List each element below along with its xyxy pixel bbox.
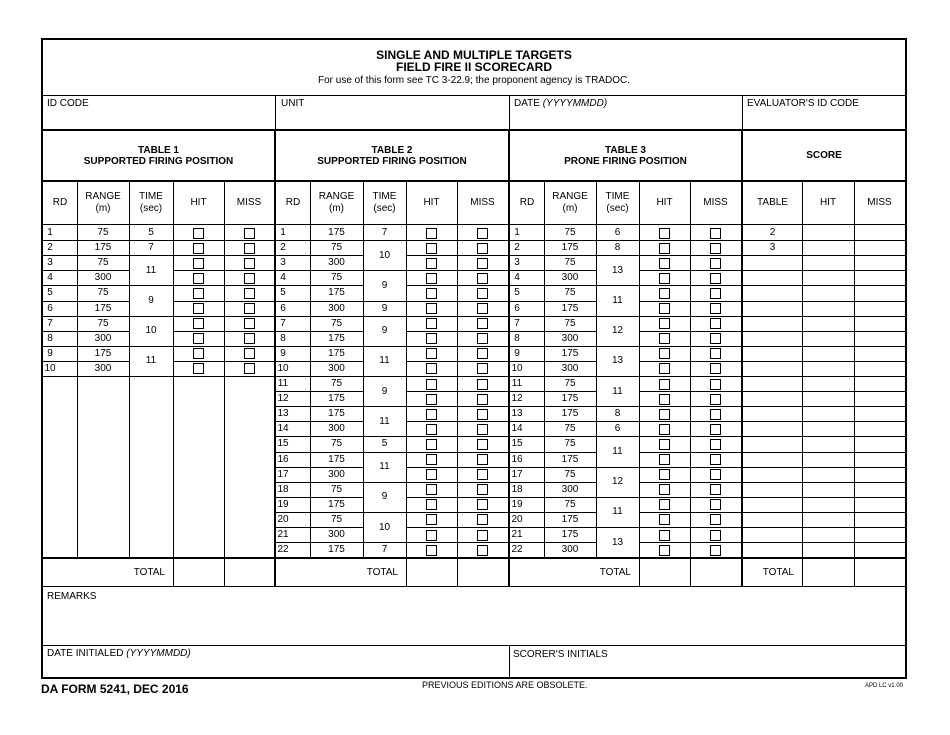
miss-checkbox[interactable] [710, 303, 721, 314]
hit-checkbox[interactable] [426, 333, 437, 344]
table3-range: 175 [561, 453, 579, 465]
table2-range: 75 [330, 438, 343, 450]
miss-checkbox[interactable] [710, 333, 721, 344]
hit-checkbox[interactable] [426, 243, 437, 254]
miss-checkbox[interactable] [477, 228, 488, 239]
form-instruction: For use of this form see TC 3-22.9; the proponent agency is TRADOC. [318, 75, 630, 86]
hit-checkbox[interactable] [426, 424, 437, 435]
hit-checkbox[interactable] [426, 363, 437, 374]
hit-checkbox[interactable] [659, 514, 670, 525]
hit-checkbox[interactable] [193, 348, 204, 359]
score-grid [43, 225, 905, 558]
table2-range: 175 [328, 332, 345, 344]
miss-checkbox[interactable] [710, 469, 721, 480]
miss-checkbox[interactable] [710, 273, 721, 284]
date-field[interactable]: DATE (YYYYMMDD) [514, 98, 608, 109]
table2-rd: 21 [277, 529, 289, 540]
hit-checkbox[interactable] [193, 243, 204, 254]
table2-rd: 20 [277, 513, 289, 525]
hit-checkbox[interactable] [426, 514, 437, 525]
hit-checkbox[interactable] [659, 409, 670, 420]
hit-checkbox[interactable] [426, 303, 437, 314]
table3-range: 300 [561, 272, 579, 284]
miss-checkbox[interactable] [710, 228, 721, 239]
table2-range: 175 [328, 347, 345, 359]
table2-range: 175 [328, 287, 345, 299]
id-code-field[interactable]: ID CODE [47, 98, 89, 109]
table3-rd: 1 [514, 227, 520, 238]
form-title: SINGLE AND MULTIPLE TARGETS [376, 48, 572, 62]
hit-checkbox[interactable] [193, 288, 204, 299]
table2-time: 5 [381, 438, 388, 450]
hit-checkbox[interactable] [426, 318, 437, 329]
table2-time: 9 [381, 491, 388, 503]
table3-time: 13 [611, 355, 624, 367]
hit-checkbox[interactable] [193, 273, 204, 284]
table3-range: 75 [564, 317, 576, 329]
table1-time: 7 [148, 242, 154, 254]
total-label: TOTAL [366, 567, 398, 578]
table3-rd: 11 [511, 378, 523, 389]
date-initialed-field[interactable]: DATE INITIALED (YYYYMMDD) [47, 648, 191, 659]
table2-col-hit: HIT [423, 197, 440, 208]
table1-time: 11 [145, 355, 157, 367]
table3-range: 175 [561, 242, 579, 254]
table3-time: 8 [614, 408, 621, 420]
table1-rd: 5 [47, 287, 53, 299]
table2-range: 175 [328, 408, 345, 420]
table3-range: 75 [564, 468, 576, 480]
miss-checkbox[interactable] [477, 288, 488, 299]
table1-time: 10 [145, 325, 157, 337]
table2-range: 75 [330, 378, 343, 389]
table2-range: 75 [330, 513, 343, 525]
miss-checkbox[interactable] [477, 469, 488, 480]
hit-checkbox[interactable] [426, 545, 437, 556]
table2-time: 11 [379, 461, 390, 473]
hit-checkbox[interactable] [193, 363, 204, 374]
hit-checkbox[interactable] [426, 394, 437, 405]
table3-time: 11 [612, 506, 623, 518]
table3-col-rd: RD [519, 197, 535, 208]
miss-checkbox[interactable] [477, 303, 488, 314]
hit-checkbox[interactable] [426, 273, 437, 284]
miss-checkbox[interactable] [710, 514, 721, 525]
total-label: TOTAL [762, 567, 794, 578]
table3-rd: 2 [514, 242, 520, 254]
table2-rd: 3 [280, 257, 286, 269]
table2-time: 10 [378, 249, 391, 261]
version-label: APD LC v1.00 [864, 683, 903, 689]
table1-rd: 3 [47, 257, 53, 269]
table3-rd: 5 [514, 287, 520, 299]
table3-range: 175 [561, 393, 579, 405]
table3-rd: 7 [514, 317, 520, 329]
table3-time: 6 [614, 227, 621, 239]
score-table-number: 3 [769, 242, 776, 254]
miss-checkbox[interactable] [710, 530, 721, 541]
miss-checkbox[interactable] [477, 530, 488, 541]
hit-checkbox[interactable] [659, 545, 670, 556]
table1-rd: 10 [44, 362, 56, 374]
table2-range: 300 [328, 257, 345, 269]
table2-rd: 13 [277, 408, 289, 420]
hit-checkbox[interactable] [659, 394, 670, 405]
miss-checkbox[interactable] [710, 348, 721, 359]
hit-checkbox[interactable] [659, 318, 670, 329]
miss-checkbox[interactable] [710, 439, 721, 450]
table2-time: 9 [381, 325, 388, 337]
table2-rd: 15 [277, 438, 289, 450]
miss-checkbox[interactable] [477, 484, 488, 495]
hit-checkbox[interactable] [426, 379, 437, 390]
miss-checkbox[interactable] [710, 545, 721, 556]
miss-checkbox[interactable] [710, 454, 721, 465]
miss-checkbox[interactable] [710, 258, 721, 269]
miss-checkbox[interactable] [244, 243, 255, 254]
hit-checkbox[interactable] [659, 273, 670, 284]
score-header: SCORE [806, 150, 842, 161]
hit-checkbox[interactable] [426, 530, 437, 541]
table3-rd: 10 [511, 362, 523, 374]
miss-checkbox[interactable] [244, 273, 255, 284]
table1-range: 75 [97, 287, 109, 299]
table3-range: 175 [561, 347, 579, 359]
table3-col-miss: MISS [703, 197, 728, 208]
table1-col-hit: HIT [190, 197, 207, 208]
table2-time: 10 [378, 521, 391, 533]
evaluator-id-field[interactable]: EVALUATOR'S ID CODE [747, 98, 859, 109]
table2-range: 75 [330, 483, 343, 495]
miss-checkbox[interactable] [477, 363, 488, 374]
score-col-hit: HIT [819, 197, 837, 208]
table3-range: 300 [561, 362, 579, 374]
table3-rd: 14 [511, 423, 523, 435]
table1-range: 75 [97, 257, 109, 269]
hit-checkbox[interactable] [659, 243, 670, 254]
table2-rd: 10 [277, 362, 289, 374]
table2-range: 175 [328, 453, 345, 465]
table3-range: 75 [564, 378, 576, 389]
table3-time: 11 [612, 295, 623, 306]
table3-rd: 21 [511, 529, 523, 540]
table3-rd: 22 [511, 544, 523, 556]
hit-checkbox[interactable] [659, 454, 670, 465]
table3-rd: 12 [511, 393, 523, 405]
table3-rd: 19 [511, 498, 523, 510]
table1-col-miss: MISS [236, 197, 262, 208]
form-footer [41, 680, 907, 700]
table3-time: 12 [611, 476, 624, 488]
table2-col-range: RANGE (m) [318, 191, 355, 214]
hit-checkbox[interactable] [659, 348, 670, 359]
hit-checkbox[interactable] [426, 258, 437, 269]
hit-checkbox[interactable] [193, 333, 204, 344]
miss-checkbox[interactable] [710, 409, 721, 420]
table3-range: 300 [561, 544, 579, 556]
hit-checkbox[interactable] [426, 439, 437, 450]
table2-range: 175 [328, 393, 345, 405]
table1-rd: 6 [47, 302, 53, 314]
table2-rd: 2 [280, 242, 286, 254]
table2-range: 300 [328, 468, 345, 480]
table2-range: 175 [328, 544, 345, 556]
miss-checkbox[interactable] [477, 514, 488, 525]
table2-range: 175 [328, 227, 345, 238]
table2-range: 75 [330, 317, 343, 329]
table1-range: 175 [94, 242, 112, 254]
table3-header: TABLE 3 PRONE FIRING POSITION [564, 144, 687, 167]
hit-checkbox[interactable] [659, 484, 670, 495]
table2-rd: 6 [280, 302, 286, 314]
table3-time: 6 [614, 423, 621, 435]
miss-checkbox[interactable] [710, 363, 721, 374]
table2-time: 11 [379, 415, 390, 427]
table2-rd: 14 [277, 423, 289, 435]
miss-checkbox[interactable] [244, 228, 255, 239]
table2-rd: 18 [277, 483, 289, 495]
table1-range: 175 [94, 302, 112, 314]
table2-rd: 5 [280, 287, 286, 299]
table2-time: 9 [381, 279, 388, 291]
hit-checkbox[interactable] [659, 530, 670, 541]
table3-rd: 13 [511, 408, 523, 420]
hit-checkbox[interactable] [426, 348, 437, 359]
hit-checkbox[interactable] [426, 469, 437, 480]
form-subtitle: FIELD FIRE II SCORECARD [395, 60, 552, 74]
miss-checkbox[interactable] [710, 499, 721, 510]
table3-range: 300 [561, 483, 579, 495]
hit-checkbox[interactable] [193, 228, 204, 239]
form-header [43, 40, 905, 95]
score-col-miss: MISS [867, 197, 892, 208]
table1-range: 300 [94, 362, 112, 374]
table2-rd: 4 [280, 272, 286, 284]
miss-checkbox[interactable] [477, 409, 488, 420]
miss-checkbox[interactable] [244, 258, 255, 269]
table1-time: 5 [148, 227, 154, 239]
table3-rd: 3 [514, 257, 520, 269]
table2-rd: 11 [277, 378, 289, 389]
table3-range: 175 [561, 513, 579, 525]
table3-time: 11 [612, 385, 623, 397]
table3-time: 8 [614, 242, 621, 254]
table3-rd: 16 [511, 453, 523, 465]
miss-checkbox[interactable] [477, 273, 488, 284]
table2-time: 9 [381, 302, 388, 314]
miss-checkbox[interactable] [710, 243, 721, 254]
table3-rd: 9 [514, 347, 520, 359]
table2-range: 75 [330, 272, 343, 284]
hit-checkbox[interactable] [426, 454, 437, 465]
table2-time: 7 [381, 227, 388, 239]
miss-checkbox[interactable] [477, 545, 488, 556]
table2-rd: 7 [280, 317, 286, 329]
table2-range: 300 [328, 362, 345, 374]
miss-checkbox[interactable] [477, 439, 488, 450]
miss-checkbox[interactable] [710, 379, 721, 390]
table3-time: 13 [611, 536, 624, 548]
table1-col-rd: RD [52, 197, 68, 208]
table1-rd: 1 [47, 227, 53, 238]
table3-range: 75 [564, 438, 576, 450]
table3-rd: 4 [514, 272, 520, 284]
table3-rd: 18 [511, 483, 523, 495]
miss-checkbox[interactable] [244, 303, 255, 314]
hit-checkbox[interactable] [193, 258, 204, 269]
miss-checkbox[interactable] [244, 288, 255, 299]
form-number: DA FORM 5241, DEC 2016 [41, 682, 189, 696]
hit-checkbox[interactable] [426, 288, 437, 299]
table3-time: 13 [611, 264, 624, 276]
table3-range: 75 [564, 287, 576, 299]
table2-range: 175 [328, 498, 345, 510]
table2-rd: 12 [277, 393, 289, 405]
table3-rd: 17 [511, 468, 523, 480]
table2-time: 9 [381, 385, 388, 397]
miss-checkbox[interactable] [244, 348, 255, 359]
obsolete-notice: PREVIOUS EDITIONS ARE OBSOLETE. [422, 680, 588, 690]
table2-rd: 22 [277, 544, 289, 556]
hit-checkbox[interactable] [659, 333, 670, 344]
table1-header: TABLE 1 SUPPORTED FIRING POSITION [83, 144, 234, 167]
hit-checkbox[interactable] [426, 409, 437, 420]
hit-checkbox[interactable] [426, 499, 437, 510]
hit-checkbox[interactable] [193, 318, 204, 329]
table2-range: 300 [328, 529, 345, 540]
miss-checkbox[interactable] [244, 363, 255, 374]
table3-range: 175 [561, 302, 579, 314]
miss-checkbox[interactable] [244, 333, 255, 344]
table3-rd: 15 [511, 438, 523, 450]
miss-checkbox[interactable] [244, 318, 255, 329]
table3-range: 175 [561, 529, 579, 540]
table1-rd: 8 [47, 332, 53, 344]
miss-checkbox[interactable] [477, 379, 488, 390]
table1-range: 75 [97, 227, 109, 238]
hit-checkbox[interactable] [659, 363, 670, 374]
miss-checkbox[interactable] [477, 348, 488, 359]
hit-checkbox[interactable] [193, 303, 204, 314]
table1-range: 75 [97, 317, 109, 329]
hit-checkbox[interactable] [659, 228, 670, 239]
table3-range: 75 [564, 423, 576, 435]
table1-col-range: RANGE (m) [85, 191, 121, 214]
table2-rd: 9 [280, 347, 286, 359]
table2-col-rd: RD [285, 197, 301, 208]
table1-rd: 9 [47, 347, 53, 359]
miss-checkbox[interactable] [477, 499, 488, 510]
miss-checkbox[interactable] [477, 454, 488, 465]
table2-rd: 19 [277, 498, 289, 510]
table2-col-miss: MISS [470, 197, 495, 208]
table2-rd: 8 [280, 332, 286, 344]
table1-range: 300 [94, 332, 112, 344]
table1-range: 300 [94, 272, 112, 284]
remarks-field[interactable]: REMARKS [47, 591, 97, 602]
table3-time: 12 [611, 325, 624, 337]
miss-checkbox[interactable] [477, 258, 488, 269]
hit-checkbox[interactable] [426, 228, 437, 239]
table3-col-time: TIME (sec) [605, 191, 630, 214]
table3-rd: 6 [514, 302, 520, 314]
table2-header: TABLE 2 SUPPORTED FIRING POSITION [317, 144, 467, 167]
score-col-table: TABLE [757, 197, 788, 208]
table2-time: 11 [379, 355, 390, 367]
table3-rd: 20 [511, 513, 523, 525]
miss-checkbox[interactable] [477, 318, 488, 329]
scorecard-form [41, 38, 907, 679]
table1-rd: 2 [47, 242, 53, 254]
miss-checkbox[interactable] [710, 318, 721, 329]
table2-rd: 16 [277, 453, 289, 465]
table1-range: 175 [94, 347, 112, 359]
miss-checkbox[interactable] [710, 424, 721, 435]
hit-checkbox[interactable] [659, 424, 670, 435]
table3-rd: 8 [514, 332, 520, 344]
hit-checkbox[interactable] [659, 288, 670, 299]
table2-range: 300 [328, 302, 345, 314]
table1-rd: 7 [47, 317, 53, 329]
table3-time: 11 [612, 446, 623, 457]
miss-checkbox[interactable] [477, 394, 488, 405]
table2-rd: 1 [280, 227, 286, 238]
table1-rd: 4 [47, 272, 53, 284]
total-label: TOTAL [599, 567, 631, 578]
miss-checkbox[interactable] [710, 288, 721, 299]
table3-range: 175 [561, 408, 579, 420]
miss-checkbox[interactable] [477, 333, 488, 344]
table1-time: 9 [148, 295, 154, 306]
table2-rd: 17 [277, 468, 289, 480]
table1-time: 11 [145, 264, 157, 276]
table2-range: 75 [330, 242, 343, 254]
table3-range: 75 [564, 498, 576, 510]
hit-checkbox[interactable] [659, 499, 670, 510]
total-label: TOTAL [133, 567, 165, 578]
table2-col-time: TIME (sec) [372, 191, 397, 214]
table2-range: 300 [328, 423, 345, 435]
table1-col-time: TIME (sec) [139, 191, 163, 214]
miss-checkbox[interactable] [477, 424, 488, 435]
table3-range: 75 [564, 257, 576, 269]
miss-checkbox[interactable] [710, 394, 721, 405]
unit-field[interactable]: UNIT [281, 98, 305, 109]
table3-range: 300 [561, 332, 579, 344]
table3-col-hit: HIT [656, 197, 673, 208]
hit-checkbox[interactable] [659, 439, 670, 450]
table2-time: 7 [381, 544, 388, 556]
hit-checkbox[interactable] [659, 469, 670, 480]
scorer-initials-field[interactable]: SCORER'S INITIALS [513, 649, 608, 660]
table3-range: 75 [564, 227, 576, 238]
hit-checkbox[interactable] [426, 484, 437, 495]
miss-checkbox[interactable] [477, 243, 488, 254]
miss-checkbox[interactable] [710, 484, 721, 495]
hit-checkbox[interactable] [659, 303, 670, 314]
hit-checkbox[interactable] [659, 379, 670, 390]
hit-checkbox[interactable] [659, 258, 670, 269]
table3-col-range: RANGE (m) [552, 191, 588, 214]
score-table-number: 2 [769, 227, 776, 238]
